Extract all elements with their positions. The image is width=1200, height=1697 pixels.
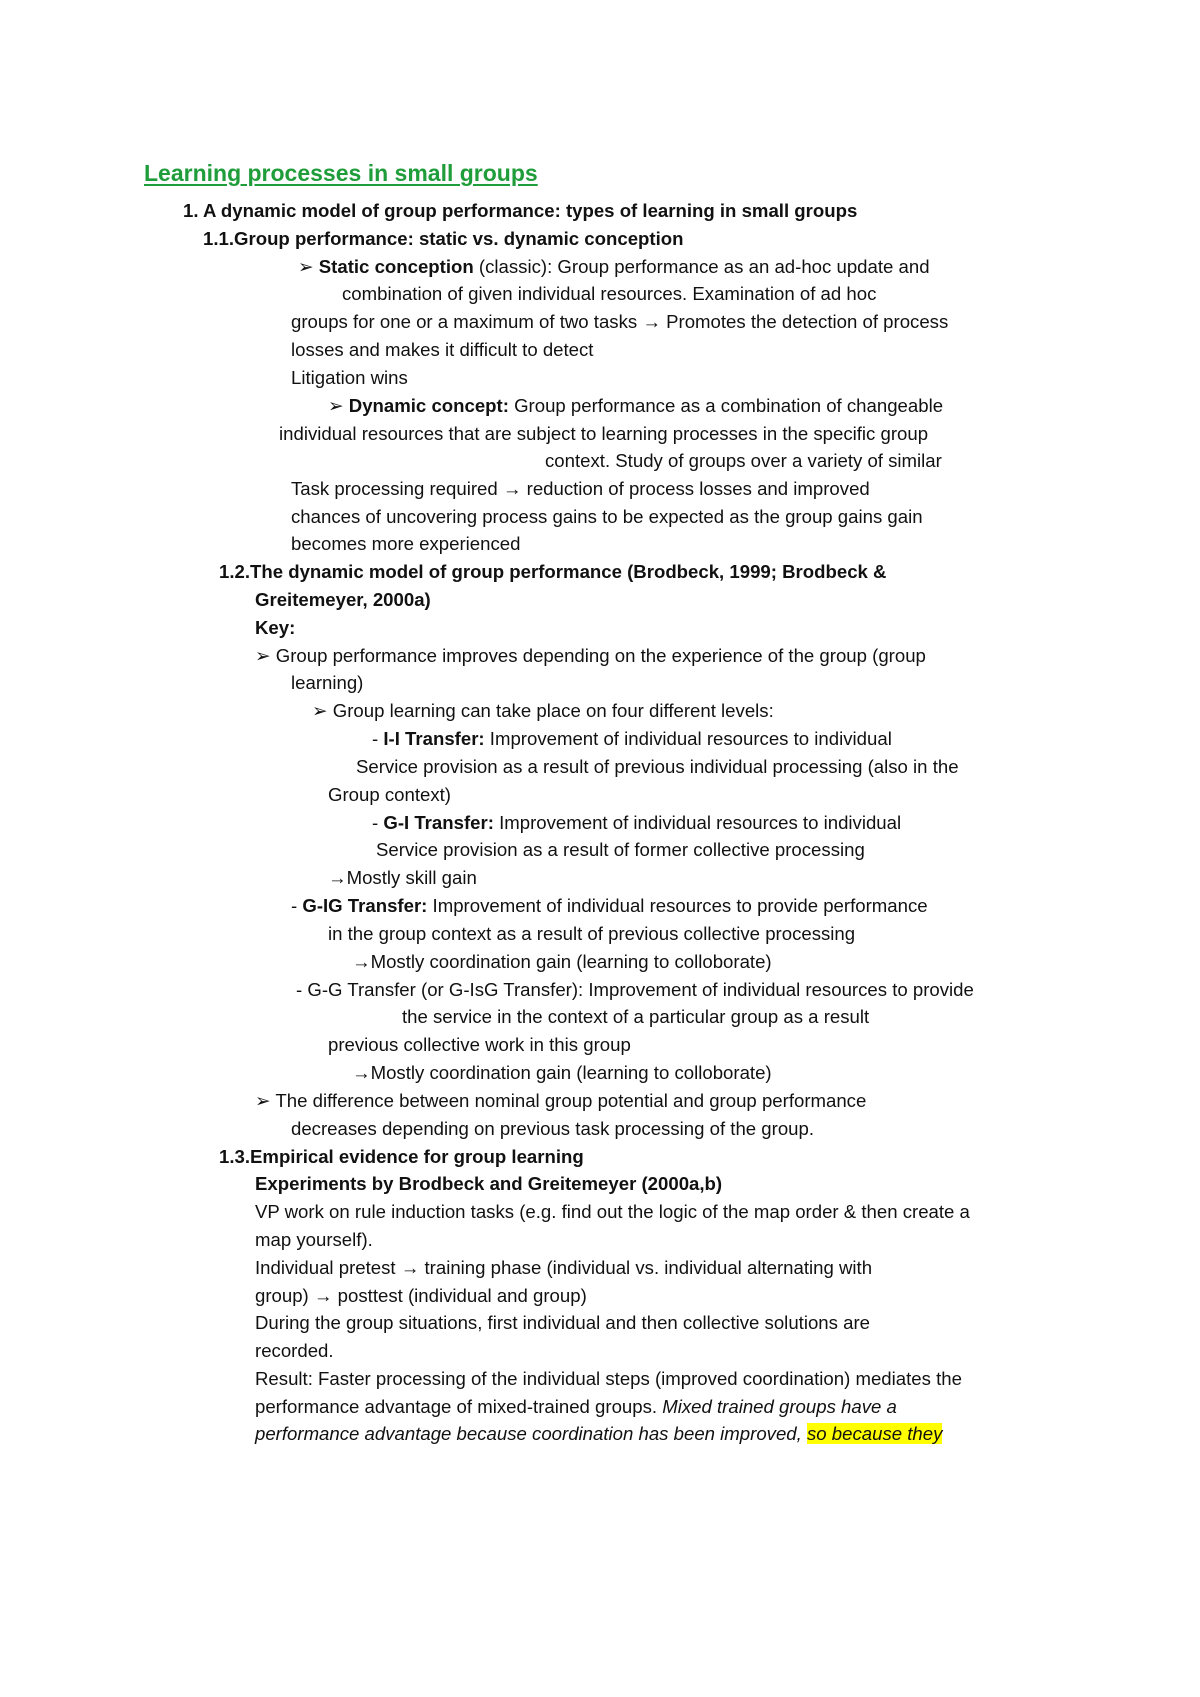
dash: - (372, 728, 384, 749)
text-line: decreases depending on previous task processing of the group. (291, 1118, 815, 1139)
transfer-text: Improvement of individual resources to individual (493, 812, 902, 833)
static-text: (classic): Group performance as an ad-hoc update and (473, 256, 930, 277)
static-label: Static conception (318, 256, 474, 277)
text-line: context. Study of groups over a variety of similar (545, 450, 942, 471)
text-line: Individual pretest → training phase (individual vs. individual alternating with (255, 1257, 873, 1278)
text-line: Service provision as a result of previous individual processing (also in the (356, 756, 959, 777)
transfer-text: Improvement of individual resources to individual (484, 728, 892, 749)
heading-section-1: 1. A dynamic model of group performance: types of learning in small groups (183, 200, 858, 221)
text-line-performance (255, 1396, 897, 1418)
italic-text: Mixed trained groups have a (662, 1396, 897, 1417)
text-line: Group context) (328, 784, 451, 805)
text-line: learning) (291, 672, 364, 693)
bullet-icon: ➢ (328, 395, 344, 416)
bullet-difference: ➢ The difference between nominal group potential and group performance (255, 1090, 867, 1111)
text-line: becomes more experienced (291, 533, 521, 554)
item-g-i-transfer (372, 812, 901, 834)
text-line: chances of uncovering process gains to be expected as the group gains gain (291, 506, 923, 527)
text-line: Service provision as a result of former collective processing (376, 839, 865, 860)
item-g-ig-transfer (291, 895, 928, 917)
heading-section-1-2: 1.2.The dynamic model of group performance (Brodbeck, 1999; Brodbeck & (219, 561, 887, 582)
item-i-i-transfer (372, 728, 892, 750)
text-line: in the group context as a result of previous collective processing (328, 923, 856, 944)
text-line: Result: Faster processing of the individual steps (improved coordination) mediates the (255, 1368, 962, 1389)
performance-text: performance advantage of mixed-trained groups. (255, 1396, 663, 1417)
text-line: individual resources that are subject to learning processes in the specific group (279, 423, 929, 444)
heading-section-1-1: 1.1.Group performance: static vs. dynamic conception (203, 228, 684, 249)
transfer-label: G-IG Transfer: (302, 895, 428, 916)
text-line-last (255, 1423, 942, 1445)
bullet-static-conception (298, 256, 930, 278)
text-line: previous collective work in this group (328, 1034, 631, 1055)
text-line: Litigation wins (291, 367, 408, 388)
text-line: groups for one or a maximum of two tasks → Promotes the detection of process (291, 311, 949, 332)
text-line: map yourself). (255, 1229, 373, 1250)
experiments-heading: Experiments by Brodbeck and Greitemeyer (2000a,b) (255, 1173, 723, 1194)
highlighted-text: so because they (806, 1423, 943, 1444)
dynamic-label: Dynamic concept: (348, 395, 509, 416)
italic-text: performance advantage because coordination has been improved, (255, 1423, 807, 1444)
text-line: During the group situations, first individual and then collective solutions are (255, 1312, 870, 1333)
text-line: →Mostly skill gain (328, 867, 477, 888)
transfer-label: I-I Transfer: (383, 728, 485, 749)
transfer-label: G-I Transfer: (383, 812, 494, 833)
page-title: Learning processes in small groups (144, 160, 538, 186)
text-line: →Mostly coordination gain (learning to colloborate) (352, 951, 772, 972)
bullet-dynamic-concept (328, 395, 943, 417)
text-line: the service in the context of a particular group as a result (402, 1006, 870, 1027)
bullet-four-levels: ➢ Group learning can take place on four different levels: (312, 700, 774, 721)
text-line: recorded. (255, 1340, 334, 1361)
text-line: combination of given individual resources. Examination of ad hoc (342, 283, 877, 304)
transfer-text: Improvement of individual resources to provide performance (427, 895, 928, 916)
dash: - (372, 812, 384, 833)
item-g-g-transfer: - G-G Transfer (or G-IsG Transfer): Improvement of individual resources to provide (296, 979, 974, 1000)
bullet-group-performance: ➢ Group performance improves depending on the experience of the group (group (255, 645, 926, 666)
text-line: Task processing required → reduction of process losses and improved (291, 478, 870, 499)
text-line: losses and makes it difficult to detect (291, 339, 594, 360)
heading-section-1-2-cont: Greitemeyer, 2000a) (255, 589, 431, 610)
dash: - (291, 895, 303, 916)
bullet-icon: ➢ (298, 256, 314, 277)
text-line: VP work on rule induction tasks (e.g. find out the logic of the map order & then create a (255, 1201, 970, 1222)
heading-section-1-3: 1.3.Empirical evidence for group learning (219, 1146, 584, 1167)
dynamic-text: Group performance as a combination of changeable (508, 395, 944, 416)
text-line: group) → posttest (individual and group) (255, 1285, 587, 1306)
key-label: Key: (255, 617, 296, 638)
text-line: →Mostly coordination gain (learning to colloborate) (352, 1062, 772, 1083)
